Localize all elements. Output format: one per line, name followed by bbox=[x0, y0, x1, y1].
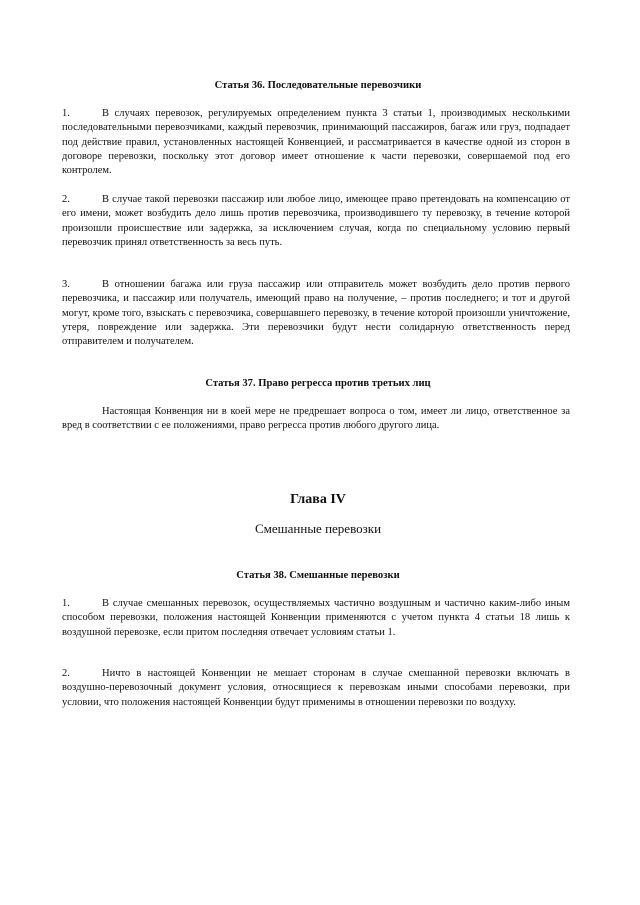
chapter-title: Глава IV bbox=[290, 492, 346, 507]
article-38-paragraph-2 bbox=[62, 667, 570, 710]
paragraph-number: 1. bbox=[62, 108, 70, 119]
paragraph-number: 1. bbox=[62, 598, 70, 609]
paragraph-text: Ничто в настоящей Конвенции не мешает сторонам в случае смешанной перевозки включать в воздушно-перевозочный документ условия, относящиеся к перевозкам иными способами перевозки, при условии, что положения настоящей Конвенции будут применимы в отношении перевозки по воздуху. bbox=[62, 668, 570, 708]
article-36-paragraph-2 bbox=[62, 193, 570, 250]
paragraph-text: В случае смешанных перевозок, осуществляемых частично воздушным и частично каким-либо иным способом перевозки, положения настоящей Конвенции применяются с учетом пункта 4 статьи 18 лишь к воздушной перевозке, если притом последняя отвечает условиям статьи 1. bbox=[62, 598, 570, 638]
article-36-paragraph-3 bbox=[62, 278, 570, 349]
paragraph-number: 2. bbox=[62, 668, 70, 679]
paragraph-text: В случаях перевозок, регулируемых определением пункта 3 статьи 1, производимых несколькими последовательными перевозчиками, каждый перевозчик, принимающий пассажиров, багаж или груз, подпадает под действие правил, установленных настоящей Конвенцией, и рассматривается в качестве одной из сторон в договоре перевозки, поскольку этот договор имеет отношение к части перевозки, совершаемой под его контролем. bbox=[62, 108, 570, 177]
article-36-paragraph-1 bbox=[62, 107, 570, 178]
article-37-paragraph: Настоящая Конвенция ни в коей мере не предрешает вопроса о том, имеет ли лицо, ответственное за вред в соответствии с ее положениями, право регресса против любого другого лица. bbox=[62, 406, 570, 432]
article-37-heading: Статья 37. Право регресса против третьих лиц bbox=[205, 378, 431, 389]
article-38-paragraph-1 bbox=[62, 597, 570, 640]
paragraph-text: В случае такой перевозки пассажир или любое лицо, имеющее право претендовать на компенсацию от его имени, может возбудить дело лишь против перевозчика, производившего ту перевозку, в течение которой произошли происшествие или задержка, за исключением случая, когда по специальному условию первый перевозчик принял ответственность за весь путь. bbox=[62, 194, 570, 248]
article-36-heading: Статья 36. Последовательные перевозчики bbox=[214, 80, 422, 91]
article-38-heading: Статья 38. Смешанные перевозки bbox=[236, 570, 400, 581]
chapter-subtitle: Смешанные перевозки bbox=[254, 521, 382, 536]
paragraph-number: 2. bbox=[62, 194, 70, 205]
paragraph-text: В отношении багажа или груза пассажир или отправитель может возбудить дело против первого перевозчика, и пассажир или получатель, имеющий право на получение, – против последнего; и тот и другой могут, кроме того, взыскать с перевозчика, совершавшего перевозку, в течение которой произошли уничтожение, утеря, повреждение или задержка. Эти перевозчики будут нести солидарную ответственность перед отправителем и получателем. bbox=[62, 279, 570, 348]
paragraph-number: 3. bbox=[62, 279, 70, 290]
